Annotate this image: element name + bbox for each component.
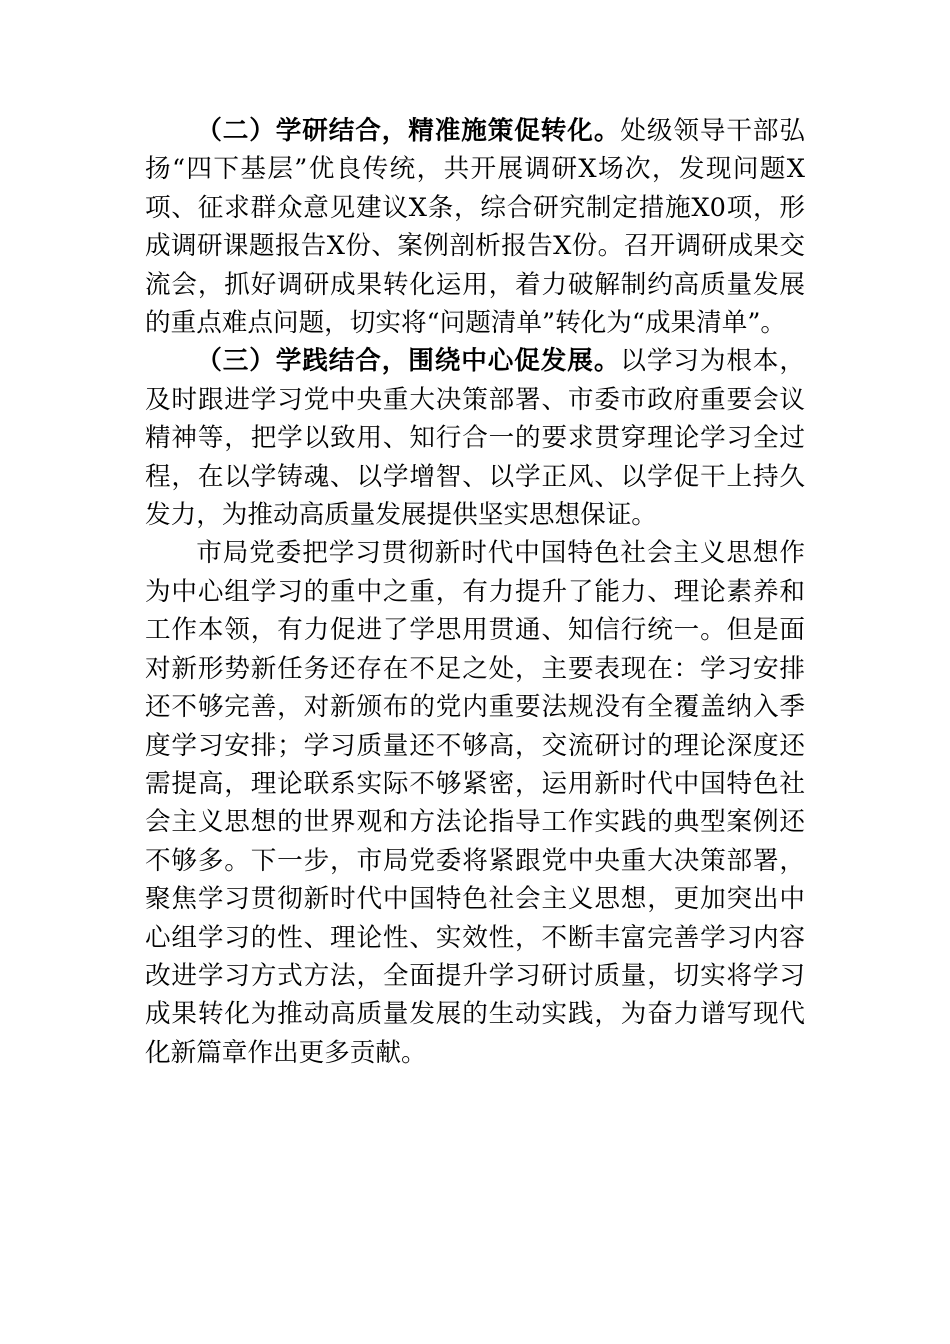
paragraph-body: 处级领导干部弘扬“四下基层”优良传统，共开展调研X场次，发现问题X项、征求群众意见建议X条，综合研究制定措施X0项，形成调研课题报告X份、案例剖析报告X份。召开调研成果交流会，抓好调研成果转化运用，着力破解制约高质量发展的重点难点问题，切实将“问题清单”转化为“成果清单”。 <box>145 116 805 339</box>
paragraph-heading: （三）学践结合，围绕中心促发展。 <box>196 346 621 377</box>
paragraph-body: 市局党委把学习贯彻新时代中国特色社会主义思想作为中心组学习的重中之重，有力提升了能力、理论素养和工作本领，有力促进了学思用贯通、知信行统一。但是面对新形势新任务还存在不足之处，主要表现在：学习安排还不够完善，对新颁布的党内重要法规没有全覆盖纳入季度学习安排；学习质量还不够高，交流研讨的理论深度还需提高，理论联系实际不够紧密，运用新时代中国特色社会主义思想的世界观和方法论指导工作实践的典型案例还不够多。下一步，市局党委将紧跟党中央重大决策部署，聚焦学习贯彻新时代中国特色社会主义思想，更加突出中心组学习的性、理论性、实效性，不断丰富完善学习内容改进学习方式方法，全面提升学习研讨质量，切实将学习成果转化为推动高质量发展的生动实践，为奋力谱写现代化新篇章作出更多贡献。 <box>145 538 805 1068</box>
paragraph-3 <box>145 342 805 534</box>
paragraph-heading: （二）学研结合，精准施策促转化。 <box>196 116 621 146</box>
document-page <box>145 112 805 1072</box>
paragraph-summary <box>145 534 805 1072</box>
paragraph-2 <box>145 112 805 342</box>
paragraph-body: 以学习为根本，及时跟进学习党中央重大决策部署、市委市政府重要会议精神等，把学以致用、知行合一的要求贯穿理论学习全过程，在以学铸魂、以学增智、以学正风、以学促干上持久发力，为推动高质量发展提供坚实思想保证。 <box>145 346 805 531</box>
